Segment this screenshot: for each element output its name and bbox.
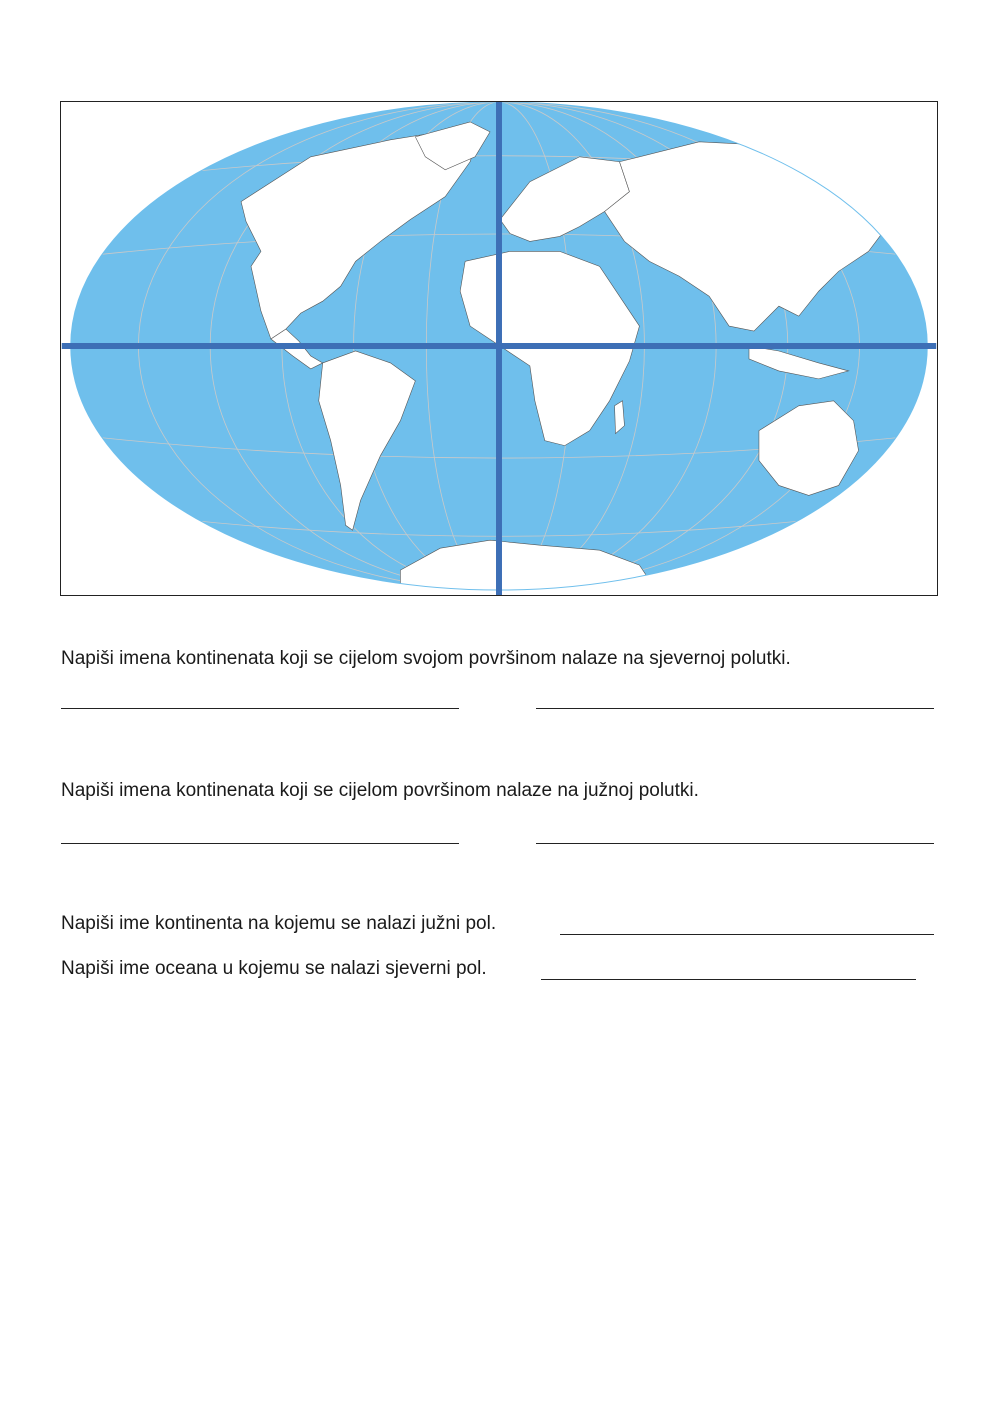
question-4: Napiši ime oceana u kojemu se nalazi sjeverni pol. <box>61 958 487 979</box>
question-1: Napiši imena kontinenata koji se cijelom svojom površinom nalaze na sjevernoj polutki. <box>61 648 791 669</box>
answer-blank-3[interactable] <box>560 934 934 935</box>
answer-blank-4[interactable] <box>541 979 916 980</box>
answer-blank-1b[interactable] <box>536 708 934 709</box>
answer-blank-2a[interactable] <box>61 843 459 844</box>
answer-blank-2b[interactable] <box>536 843 934 844</box>
question-2: Napiši imena kontinenata koji se cijelom površinom nalaze na južnoj polutki. <box>61 780 699 801</box>
question-3: Napiši ime kontinenta na kojemu se nalazi južni pol. <box>61 913 497 934</box>
answer-blank-1a[interactable] <box>61 708 459 709</box>
world-map <box>60 101 938 596</box>
world-map-svg <box>61 102 937 595</box>
